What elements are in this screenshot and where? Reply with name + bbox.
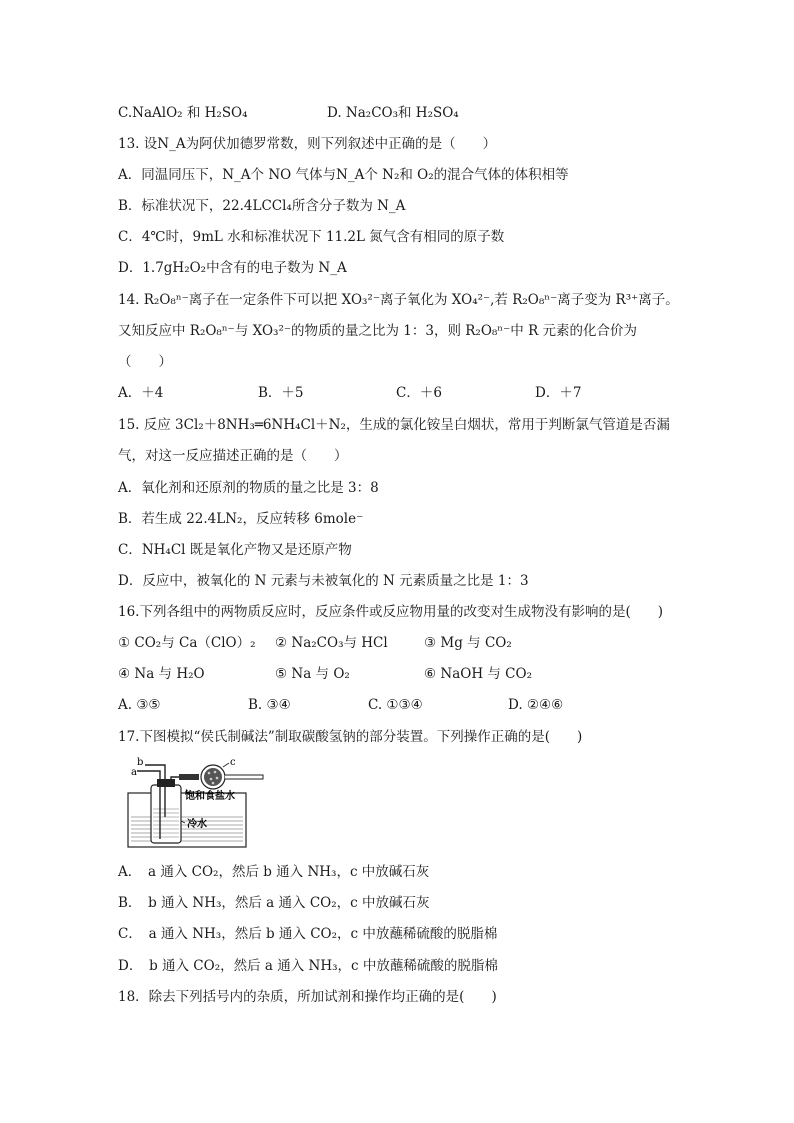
q16-option-b: B. ③④ (248, 697, 291, 713)
q17-option-b: B． b 通入 NH₃，然后 a 通入 CO₂，c 中放碱石灰 (118, 895, 430, 911)
q16-option-a: A. ③⑤ (118, 697, 161, 713)
q13-option-a: A．同温同压下，N_A个 NO 气体与N_A个 N₂和 O₂的混合气体的体积相等 (118, 167, 569, 183)
q17-option-a: A． a 通入 CO₂，然后 b 通入 NH₃，c 中放碱石灰 (118, 864, 430, 880)
q15-option-c: C．NH₄Cl 既是氧化产物又是还原产物 (118, 542, 352, 558)
q15-option-a: A．氧化剂和还原剂的物质的量之比是 3：8 (118, 480, 379, 496)
q14-option-d: D．＋7 (535, 385, 582, 401)
q16-item-6: ⑥ NaOH 与 CO₂ (424, 666, 532, 682)
q14-option-a: A．＋4 (118, 385, 164, 401)
figure-label-brine: 饱和食盐水 (185, 791, 235, 802)
q14-stem-line2: 又知反应中 R₂O₈ⁿ⁻与 XO₃²⁻的物质的量之比为 1：3，则 R₂O₈ⁿ⁻中 R 元素的化合价为 (118, 323, 638, 339)
q13-option-c: C．4℃时，9mL 水和标准状况下 11.2L 氮气含有相同的原子数 (118, 229, 505, 245)
q15-stem-line1: 15. 反应 3Cl₂＋8NH₃═6NH₄Cl＋N₂，生成的氯化铵呈白烟状，常用于判断氯气管道是否漏 (118, 417, 670, 433)
q16-item-3: ③ Mg 与 CO₂ (424, 635, 512, 651)
figure-label-cold-water: 冷水 (187, 819, 207, 830)
q14-stem-line1: 14. R₂O₈ⁿ⁻离子在一定条件下可以把 XO₃²⁻离子氧化为 XO₄²⁻,若 R₂O₈ⁿ⁻离子变为 R³⁺离子。 (118, 292, 679, 308)
figure-label-c: c (230, 757, 236, 768)
q15-option-d: D．反应中，被氧化的 N 元素与未被氧化的 N 元素质量之比是 1：3 (118, 573, 529, 589)
q12-option-c: C.NaAlO₂ 和 H₂SO₄ (118, 105, 248, 121)
q17-option-c: C． a 通入 NH₃，然后 b 通入 CO₂，c 中放蘸稀硫酸的脱脂棉 (118, 926, 498, 942)
figure-label-a: a (131, 767, 137, 778)
q16-item-2: ② Na₂CO₃与 HCl (275, 635, 388, 651)
q14-option-c: C．＋6 (396, 385, 442, 401)
q16-stem: 16.下列各组中的两物质反应时，反应条件或反应物用量的改变对生成物没有影响的是( ) (118, 604, 664, 620)
q14-answer-blank: （ ） (118, 354, 172, 370)
q16-option-d: D. ②④⑥ (508, 697, 564, 713)
q17-stem: 17.下图模拟“侯氏制碱法”制取碳酸氢钠的部分装置。下列操作正确的是( ) (118, 729, 583, 745)
q14-option-b: B．＋5 (258, 385, 304, 401)
q15-stem-line2: 气，对这一反应描述正确的是（ ） (118, 448, 348, 464)
q13-option-d: D．1.7gH₂O₂中含有的电子数为 N_A (118, 260, 347, 276)
q16-item-1: ① CO₂与 Ca（ClO）₂ (118, 635, 256, 651)
q16-item-5: ⑤ Na 与 O₂ (275, 666, 350, 682)
q16-item-4: ④ Na 与 H₂O (118, 666, 205, 682)
q13-stem: 13. 设N_A为阿伏加德罗常数，则下列叙述中正确的是（ ） (118, 136, 497, 152)
q16-option-c: C. ①③④ (368, 697, 423, 713)
apparatus-figure (127, 757, 267, 849)
figure-label-b: b (137, 757, 144, 768)
q15-option-b: B．若生成 22.4LN₂，反应转移 6mole⁻ (118, 511, 364, 527)
q17-option-d: D． b 通入 CO₂，然后 a 通入 NH₃，c 中放蘸稀硫酸的脱脂棉 (118, 958, 498, 974)
q13-option-b: B．标准状况下，22.4LCCl₄所含分子数为 N_A (118, 198, 406, 214)
q18-stem: 18．除去下列括号内的杂质，所加试剂和操作均正确的是( ) (118, 989, 497, 1005)
q12-option-d: D. Na₂CO₃和 H₂SO₄ (327, 105, 459, 121)
